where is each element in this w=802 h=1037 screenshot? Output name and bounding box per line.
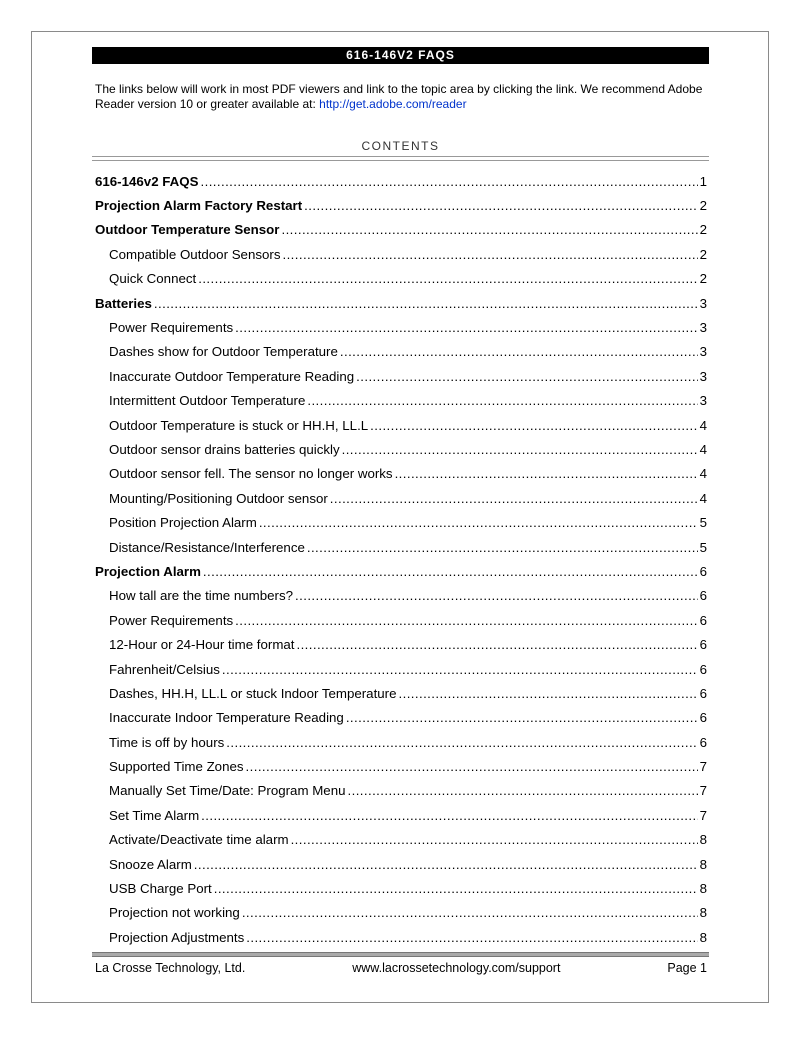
toc-entry-page: 4 — [699, 441, 707, 457]
toc-entry-link[interactable] — [109, 515, 707, 530]
toc-entry-page: 6 — [699, 685, 707, 701]
toc-entry-link[interactable] — [109, 759, 707, 774]
toc-entry-label: Projection Adjustments — [109, 929, 245, 945]
toc-entry-page: 3 — [699, 393, 707, 409]
toc-entry-label: Projection Alarm — [95, 563, 201, 579]
footer-company: La Crosse Technology, Ltd. — [95, 961, 246, 975]
toc-entry-link[interactable] — [109, 662, 707, 677]
toc-entry — [95, 535, 707, 559]
toc-entry-label: Outdoor Temperature is stuck or HH.H, LL.L — [109, 417, 369, 433]
toc-entry-label: Position Projection Alarm — [109, 515, 257, 531]
toc-entry-page: 6 — [699, 563, 707, 579]
toc-entry-link[interactable] — [109, 540, 707, 555]
toc-entry-page: 4 — [699, 466, 707, 482]
toc-entry-link[interactable] — [109, 783, 707, 798]
footer-url: www.lacrossetechnology.com/support — [352, 961, 561, 975]
toc-entry-label: Power Requirements — [109, 612, 234, 628]
toc-entry-page: 8 — [699, 881, 707, 897]
toc-entry-link[interactable] — [109, 271, 707, 286]
toc-entry-link[interactable] — [109, 393, 707, 408]
toc-entry-link[interactable] — [109, 344, 707, 359]
toc-entry-label: Mounting/Positioning Outdoor sensor — [109, 490, 328, 506]
toc-entry-page: 6 — [699, 637, 707, 653]
toc-entry-label: Quick Connect — [109, 271, 197, 287]
toc-leader-dots — [370, 418, 697, 433]
toc-entry-label: Snooze Alarm — [109, 856, 192, 872]
toc-entry-link[interactable] — [109, 442, 707, 457]
toc-entry-link[interactable] — [95, 174, 707, 189]
toc-entry — [95, 608, 707, 632]
toc-entry-link[interactable] — [109, 247, 707, 262]
toc-entry-link[interactable] — [95, 198, 707, 213]
toc-entry-link[interactable] — [95, 222, 707, 237]
toc-entry-label: Dashes show for Outdoor Temperature — [109, 344, 338, 360]
toc-entry — [95, 828, 707, 852]
toc-entry-link[interactable] — [109, 808, 707, 823]
toc-entry-label: Outdoor sensor fell. The sensor no longer works — [109, 466, 393, 482]
toc-entry — [95, 218, 707, 242]
toc-entry — [95, 730, 707, 754]
toc-entry-page: 7 — [699, 783, 707, 799]
toc-leader-dots — [203, 564, 698, 579]
toc-entry-link[interactable] — [109, 905, 707, 920]
toc-entry-link[interactable] — [109, 637, 707, 652]
toc-leader-dots — [307, 540, 698, 555]
toc-entry-link[interactable] — [109, 491, 707, 506]
toc-entry-label: Set Time Alarm — [109, 807, 200, 823]
toc-leader-dots — [295, 588, 698, 603]
toc-entry-label: Power Requirements — [109, 320, 234, 336]
footer-divider — [92, 952, 709, 957]
toc-leader-dots — [342, 442, 698, 457]
page-footer — [95, 961, 707, 975]
toc-entry-page: 7 — [699, 759, 707, 775]
toc-leader-dots — [348, 783, 698, 798]
toc-entry-page: 7 — [699, 807, 707, 823]
toc-entry-link[interactable] — [109, 418, 707, 433]
contents-divider — [92, 156, 709, 161]
toc-entry-page: 8 — [699, 929, 707, 945]
toc-entry — [95, 389, 707, 413]
toc-entry-label: Outdoor sensor drains batteries quickly — [109, 441, 340, 457]
toc-entry-page: 2 — [699, 198, 707, 214]
toc-entry — [95, 193, 707, 217]
toc-entry-page: 5 — [699, 539, 707, 555]
adobe-reader-link[interactable]: http://get.adobe.com/reader — [319, 97, 467, 111]
toc-entry — [95, 852, 707, 876]
toc-entry-label: Inaccurate Outdoor Temperature Reading — [109, 368, 355, 384]
toc-leader-dots — [235, 613, 697, 628]
toc-leader-dots — [259, 515, 698, 530]
toc-entry-page: 6 — [699, 588, 707, 604]
toc-entry-page: 8 — [699, 832, 707, 848]
toc-entry — [95, 510, 707, 534]
toc-entry — [95, 267, 707, 291]
toc-entry-label: Fahrenheit/Celsius — [109, 661, 220, 677]
toc-entry-label: Manually Set Time/Date: Program Menu — [109, 783, 346, 799]
toc-entry — [95, 584, 707, 608]
toc-leader-dots — [194, 857, 698, 872]
toc-entry — [95, 462, 707, 486]
toc-entry-link[interactable] — [109, 832, 707, 847]
toc-entry — [95, 486, 707, 510]
toc-leader-dots — [340, 344, 698, 359]
toc-entry-label: How tall are the time numbers? — [109, 588, 294, 604]
toc-entry — [95, 754, 707, 778]
toc-entry — [95, 315, 707, 339]
toc-entry-page: 2 — [699, 246, 707, 262]
toc-entry-label: Projection Alarm Factory Restart — [95, 198, 303, 214]
toc-entry-label: Projection not working — [109, 905, 240, 921]
toc-entry-label: Intermittent Outdoor Temperature — [109, 393, 306, 409]
toc-leader-dots — [214, 881, 698, 896]
toc-entry-page: 8 — [699, 856, 707, 872]
toc-leader-dots — [226, 735, 697, 750]
toc-entry — [95, 559, 707, 583]
toc-entry-label: Activate/Deactivate time alarm — [109, 832, 289, 848]
toc-entry-link[interactable] — [109, 881, 707, 896]
table-of-contents — [95, 169, 707, 950]
toc-entry-label: 616-146v2 FAQS — [95, 173, 199, 189]
toc-leader-dots — [399, 686, 698, 701]
toc-entry-page: 3 — [699, 344, 707, 360]
toc-entry-label: Distance/Resistance/Interference — [109, 539, 305, 555]
toc-entry — [95, 706, 707, 730]
toc-leader-dots — [201, 808, 697, 823]
toc-entry-link[interactable] — [109, 735, 707, 750]
toc-entry-page: 6 — [699, 734, 707, 750]
toc-entry — [95, 925, 707, 949]
toc-leader-dots — [281, 222, 697, 237]
toc-leader-dots — [154, 296, 698, 311]
footer-page-number: Page 1 — [667, 961, 707, 975]
toc-entry-label: Supported Time Zones — [109, 759, 244, 775]
toc-entry-page: 4 — [699, 490, 707, 506]
toc-entry-label: Dashes, HH.H, LL.L or stuck Indoor Temperature — [109, 685, 397, 701]
toc-leader-dots — [246, 759, 698, 774]
intro-paragraph — [95, 82, 715, 112]
toc-leader-dots — [222, 662, 698, 677]
toc-entry-page: 6 — [699, 661, 707, 677]
toc-entry — [95, 779, 707, 803]
toc-entry-label: Time is off by hours — [109, 734, 225, 750]
toc-entry — [95, 632, 707, 656]
toc-entry-link[interactable] — [109, 857, 707, 872]
document-title: 616-146V2 FAQS — [92, 47, 709, 64]
toc-entry — [95, 657, 707, 681]
toc-entry — [95, 364, 707, 388]
toc-entry-page: 2 — [699, 222, 707, 238]
toc-entry-label: Batteries — [95, 295, 152, 311]
toc-leader-dots — [242, 905, 698, 920]
toc-entry-label: 12-Hour or 24-Hour time format — [109, 637, 295, 653]
toc-leader-dots — [235, 320, 697, 335]
toc-leader-dots — [356, 369, 697, 384]
toc-entry — [95, 242, 707, 266]
toc-entry — [95, 681, 707, 705]
toc-entry-link[interactable] — [109, 686, 707, 701]
toc-entry — [95, 340, 707, 364]
toc-entry-page: 6 — [699, 612, 707, 628]
intro-text: The links below will work in most PDF viewers and link to the topic area by clicking the link. We recommend Adobe Reader version 10 or greater available at: — [95, 82, 703, 111]
toc-entry-link[interactable] — [109, 466, 707, 481]
toc-entry-label: Outdoor Temperature Sensor — [95, 222, 280, 238]
toc-entry-label: USB Charge Port — [109, 881, 212, 897]
toc-entry-page: 3 — [699, 320, 707, 336]
toc-leader-dots — [346, 710, 698, 725]
toc-entry-label: Compatible Outdoor Sensors — [109, 246, 281, 262]
toc-entry-link[interactable] — [109, 320, 707, 335]
toc-entry-link[interactable] — [95, 296, 707, 311]
toc-entry-page: 3 — [699, 295, 707, 311]
toc-leader-dots — [291, 832, 698, 847]
toc-entry-page: 6 — [699, 710, 707, 726]
toc-leader-dots — [307, 393, 697, 408]
toc-entry — [95, 803, 707, 827]
toc-leader-dots — [246, 930, 697, 945]
toc-entry-link[interactable] — [95, 564, 707, 579]
toc-entry-link[interactable] — [109, 369, 707, 384]
contents-heading: CONTENTS — [361, 139, 440, 153]
toc-leader-dots — [304, 198, 697, 213]
toc-entry-label: Inaccurate Indoor Temperature Reading — [109, 710, 344, 726]
toc-entry-link[interactable] — [109, 930, 707, 945]
toc-entry-link[interactable] — [109, 710, 707, 725]
toc-leader-dots — [282, 247, 697, 262]
toc-entry-link[interactable] — [109, 613, 707, 628]
toc-entry-page: 8 — [699, 905, 707, 921]
toc-leader-dots — [198, 271, 697, 286]
toc-leader-dots — [201, 174, 698, 189]
toc-entry — [95, 901, 707, 925]
toc-leader-dots — [395, 466, 698, 481]
toc-entry — [95, 291, 707, 315]
toc-entry — [95, 413, 707, 437]
toc-entry — [95, 169, 707, 193]
toc-entry-page: 5 — [699, 515, 707, 531]
toc-entry-page: 4 — [699, 417, 707, 433]
toc-entry-page: 3 — [699, 368, 707, 384]
toc-entry-link[interactable] — [109, 588, 707, 603]
toc-leader-dots — [296, 637, 697, 652]
toc-entry-page: 1 — [699, 173, 707, 189]
toc-entry — [95, 876, 707, 900]
toc-leader-dots — [330, 491, 698, 506]
toc-entry-page: 2 — [699, 271, 707, 287]
toc-entry — [95, 437, 707, 461]
